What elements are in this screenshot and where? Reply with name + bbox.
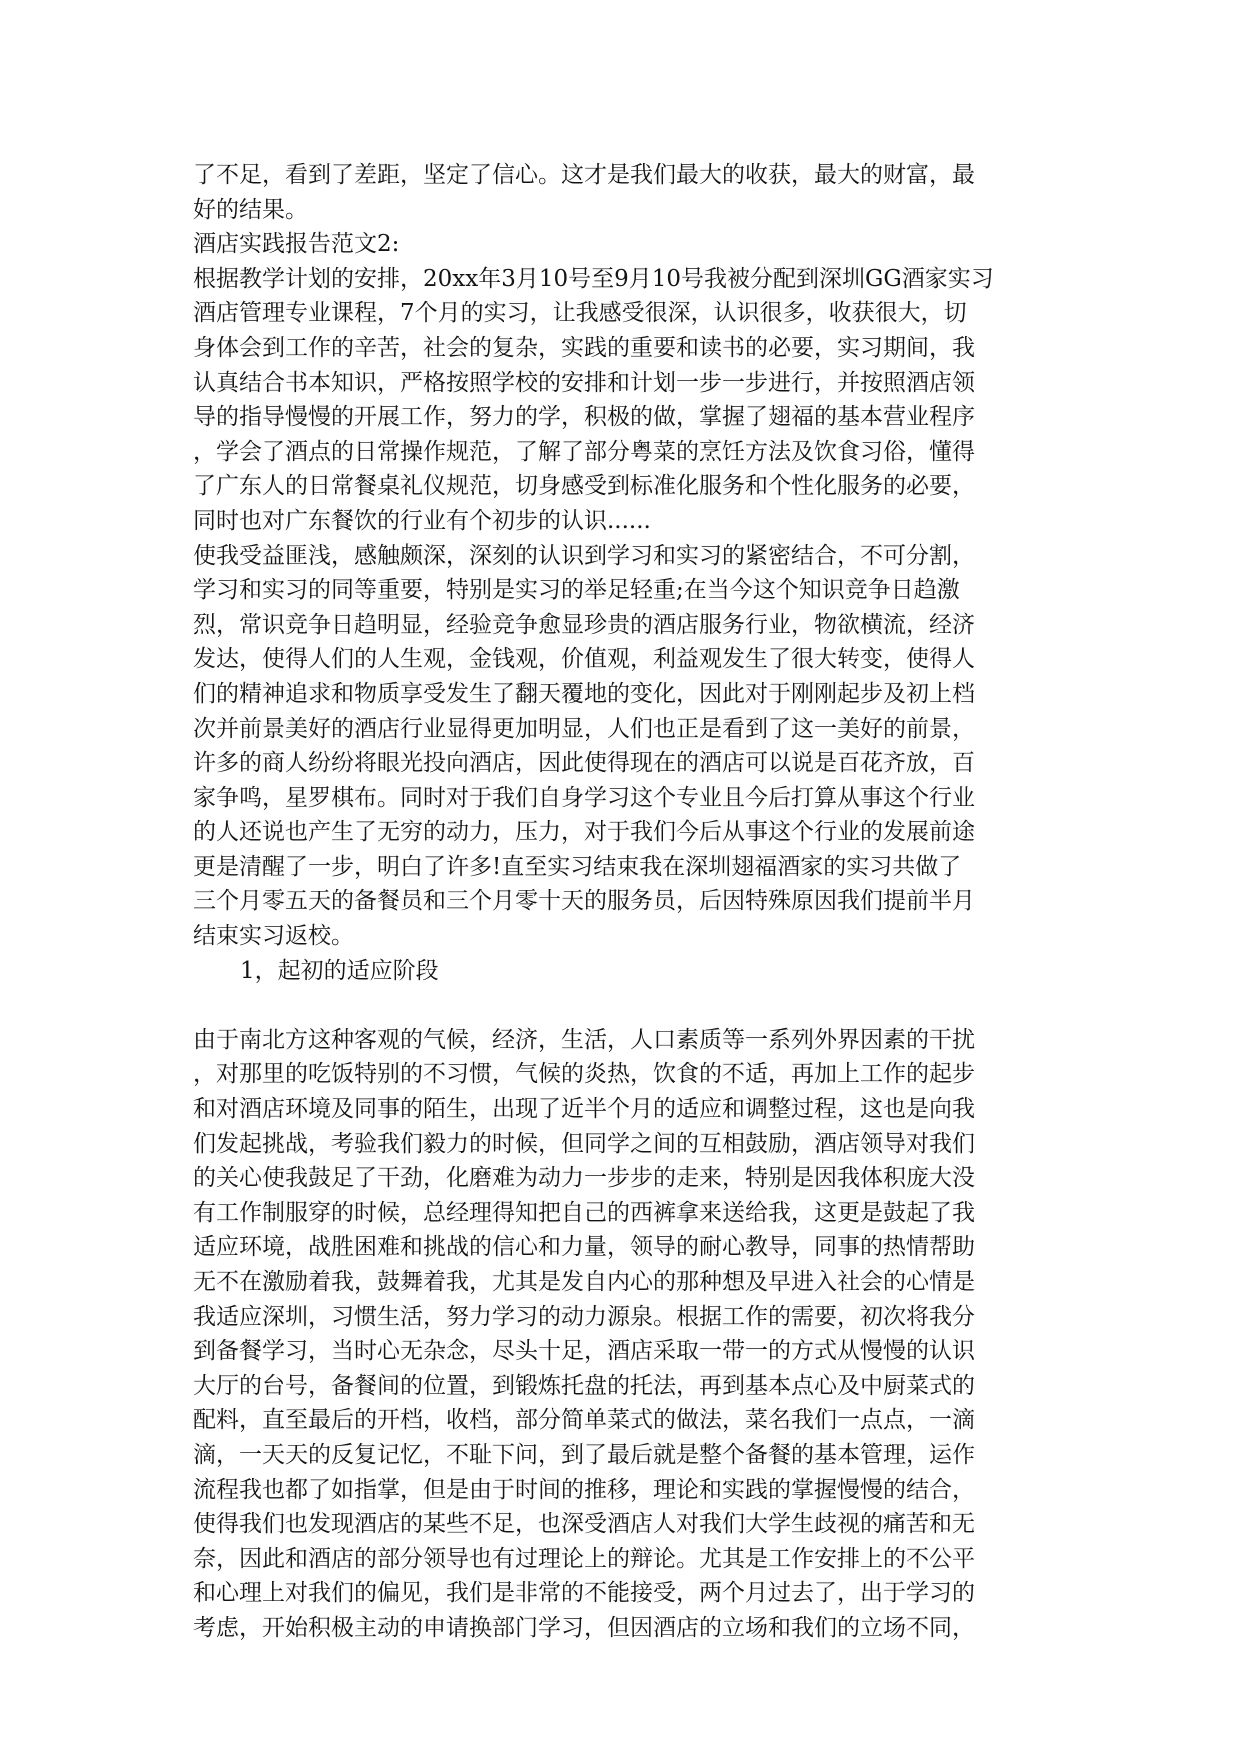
text-line: 奈，因此和酒店的部分领导也有过理论上的辩论。尤其是工作安排上的不公平	[193, 1545, 975, 1572]
text-line: 和对酒店环境及同事的陌生，出现了近半个月的适应和调整过程，这也是向我	[193, 1096, 975, 1123]
text-line: 们发起挑战，考验我们毅力的时候，但同学之间的互相鼓励，酒店领导对我们	[193, 1130, 975, 1157]
text-line: 我适应深圳，习惯生活，努力学习的动力源泉。根据工作的需要，初次将我分	[193, 1303, 975, 1330]
text-line: 三个月零五天的备餐员和三个月零十天的服务员，后因特殊原因我们提前半月	[193, 888, 975, 915]
text-line: 们的精神追求和物质享受发生了翻天覆地的变化，因此对于刚刚起步及初上档	[193, 680, 975, 707]
text-line: 根据教学计划的安排，20xx年3月10号至9月10号我被分配到深圳GG酒家实习	[193, 265, 994, 292]
text-line: 了广东人的日常餐桌礼仪规范，切身感受到标准化服务和个性化服务的必要，	[193, 473, 975, 500]
text-line: 流程我也都了如指掌，但是由于时间的推移，理论和实践的掌握慢慢的结合，	[193, 1476, 975, 1503]
text-line: 配料，直至最后的开档，收档，部分简单菜式的做法，菜名我们一点点，一滴	[193, 1407, 975, 1434]
text-line: 使得我们也发现酒店的某些不足，也深受酒店人对我们大学生歧视的痛苦和无	[193, 1511, 975, 1538]
text-line: 有工作制服穿的时候，总经理得知把自己的西裤拿来送给我，这更是鼓起了我	[193, 1199, 975, 1226]
text-line: 次并前景美好的酒店行业显得更加明显，人们也正是看到了这一美好的前景，	[193, 715, 975, 742]
text-line: 滴，一天天的反复记忆，不耻下问，到了最后就是整个备餐的基本管理，运作	[193, 1441, 975, 1468]
text-line: 学习和实习的同等重要，特别是实习的举足轻重;在当今这个知识竞争日趋激	[193, 577, 960, 604]
document-body	[193, 158, 1053, 1646]
text-line: 同时也对广东餐饮的行业有个初步的认识......	[193, 507, 651, 534]
text-line: 酒店管理专业课程，7个月的实习，让我感受很深，认识很多，收获很大，切	[193, 300, 967, 327]
text-line: ，对那里的吃饭特别的不习惯，气候的炎热，饮食的不适，再加上工作的起步	[193, 1061, 975, 1088]
text-line: 由于南北方这种客观的气候，经济，生活，人口素质等一系列外界因素的干扰	[193, 1026, 975, 1053]
section-heading: 酒店实践报告范文2:	[193, 231, 400, 258]
text-line: 到备餐学习，当时心无杂念，尽头十足，酒店采取一带一的方式从慢慢的认识	[193, 1338, 975, 1365]
text-line: 和心理上对我们的偏见，我们是非常的不能接受，两个月过去了，出于学习的	[193, 1580, 975, 1607]
text-line: 的关心使我鼓足了干劲，化磨难为动力一步步的走来，特别是因我体积庞大没	[193, 1165, 975, 1192]
subsection-heading: 1，起初的适应阶段	[240, 957, 439, 984]
text-line: 的人还说也产生了无穷的动力，压力，对于我们今后从事这个行业的发展前途	[193, 819, 975, 846]
text-line: 许多的商人纷纷将眼光投向酒店，因此使得现在的酒店可以说是百花齐放，百	[193, 750, 975, 777]
text-line: 适应环境，战胜困难和挑战的信心和力量，领导的耐心教导，同事的热情帮助	[193, 1234, 975, 1261]
text-line: 认真结合书本知识，严格按照学校的安排和计划一步一步进行，并按照酒店领	[193, 369, 975, 396]
text-line: 结束实习返校。	[193, 923, 354, 950]
text-line: 好的结果。	[193, 196, 308, 223]
text-line: 家争鸣，星罗棋布。同时对于我们自身学习这个专业且今后打算从事这个行业	[193, 784, 975, 811]
blank-line	[193, 988, 1053, 1023]
text-line: 更是清醒了一步，明白了许多!直至实习结束我在深圳翅福酒家的实习共做了	[193, 853, 962, 880]
text-line: ，学会了酒点的日常操作规范，了解了部分粤菜的烹饪方法及饮食习俗，懂得	[193, 438, 975, 465]
text-line: 了不足，看到了差距，坚定了信心。这才是我们最大的收获，最大的财富，最	[193, 162, 975, 188]
text-line: 考虑，开始积极主动的申请换部门学习，但因酒店的立场和我们的立场不同，	[193, 1614, 975, 1641]
text-line: 大厅的台号，备餐间的位置，到锻炼托盘的托法，再到基本点心及中厨菜式的	[193, 1372, 975, 1399]
text-line: 无不在激励着我，鼓舞着我，尤其是发自内心的那种想及早进入社会的心情是	[193, 1269, 975, 1295]
text-line: 身体会到工作的辛苦，社会的复杂，实践的重要和读书的必要，实习期间，我	[193, 334, 975, 361]
text-line: 发达，使得人们的人生观，金钱观，价值观，利益观发生了很大转变，使得人	[193, 646, 975, 673]
text-line: 导的指导慢慢的开展工作，努力的学，积极的做，掌握了翅福的基本营业程序	[193, 404, 975, 431]
text-line: 使我受益匪浅，感触颇深，深刻的认识到学习和实习的紧密结合，不可分割，	[193, 542, 975, 569]
text-line: 烈，常识竞争日趋明显，经验竞争愈显珍贵的酒店服务行业，物欲横流，经济	[193, 611, 975, 638]
